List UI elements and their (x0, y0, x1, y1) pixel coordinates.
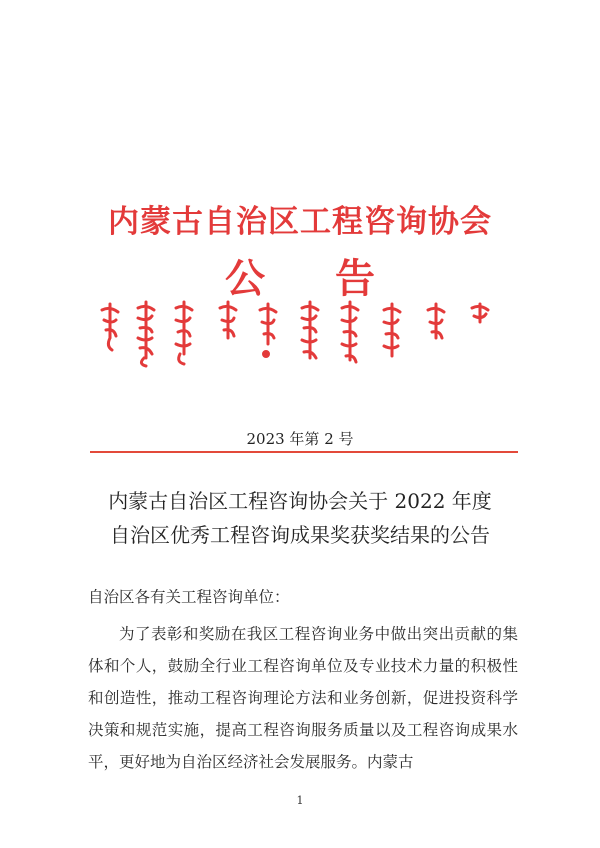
document-title-line-1: 内蒙古自治区工程咨询协会关于 2022 年度 (108, 489, 492, 513)
page-number: 1 (296, 794, 304, 807)
notice-heading: 公告 (225, 255, 445, 302)
document-title (0, 484, 600, 552)
salutation: 自治区各有关工程咨询单位： (88, 588, 290, 606)
document-title-line-2: 自治区优秀工程咨询成果奖获奖结果的公告 (110, 523, 490, 547)
body-paragraph: 为了表彰和奖励在我区工程咨询业务中做出突出贡献的集体和个人，鼓励全行业工程咨询单位及专业技术力量的积极性和创造性，推动工程咨询理论方法和业务创新，促进投资科学决策和规范实施，提高工程咨询服务质量以及工程咨询成果水平，更好地为自治区经济社会发展服务。内蒙古 (88, 625, 518, 771)
mongolian-script-title (88, 298, 508, 368)
organization-title: 内蒙古自治区工程咨询协会 (108, 204, 492, 240)
red-divider-line (90, 451, 518, 453)
document-number: 2023 年第 2 号 (246, 430, 354, 448)
